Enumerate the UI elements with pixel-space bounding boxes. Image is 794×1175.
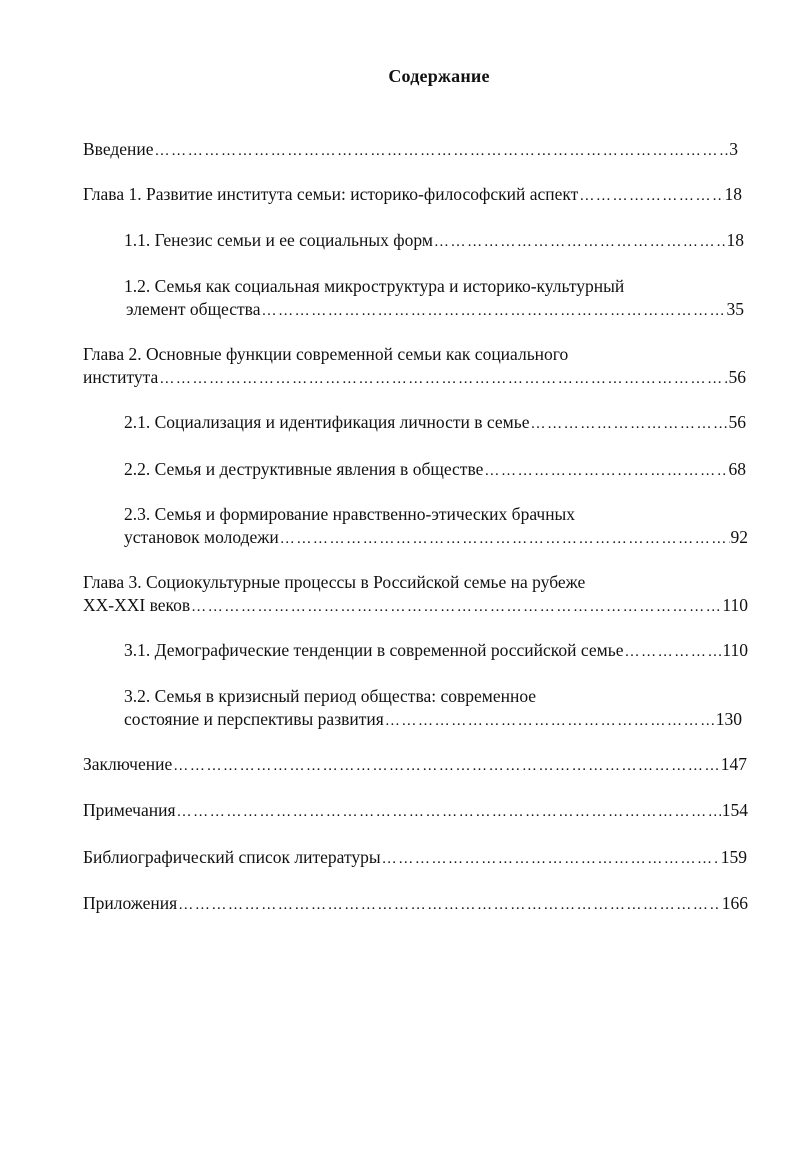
- toc-entry-label-line1: 2.3. Семья и формирование нравственно-этических брачных: [124, 504, 576, 524]
- toc-entry-notes[interactable]: [83, 799, 748, 824]
- toc-leader-dots: [178, 894, 721, 917]
- toc-entry-label: Библиографический список литературы: [83, 847, 381, 867]
- toc-leader-dots: [385, 710, 715, 733]
- toc-page-number: 92: [730, 527, 748, 547]
- toc-entry-label: элемент общества: [126, 299, 261, 319]
- toc-leader-dots: [159, 368, 727, 391]
- toc-entry-section-3-2[interactable]: [124, 685, 742, 733]
- toc-entry-label-line1: Глава 2. Основные функции современной семьи как социального: [83, 344, 569, 364]
- toc-page-number: 56: [728, 412, 746, 432]
- toc-leader-dots: [382, 848, 720, 871]
- toc-entry-label: Введение: [83, 139, 154, 159]
- toc-leader-dots: [155, 140, 729, 163]
- toc-entry-label: установок молодежи: [124, 527, 279, 547]
- toc-entry-label: Примечания: [83, 800, 176, 820]
- toc-leader-dots: [530, 413, 727, 436]
- toc-entry-appendices[interactable]: [83, 892, 748, 917]
- toc-page-number: 159: [720, 847, 747, 867]
- toc-leader-dots: [177, 801, 721, 824]
- toc-leader-dots: [173, 755, 720, 778]
- toc-page-number: 166: [721, 893, 748, 913]
- toc-page-number: 130: [715, 709, 742, 729]
- toc-entry-label: 2.1. Социализация и идентификация личности в семье: [124, 412, 530, 432]
- toc-page-number: 110: [722, 595, 748, 615]
- toc-entry-conclusion[interactable]: [83, 753, 747, 778]
- toc-entry-label: 1.1. Генезис семьи и ее социальных форм: [124, 230, 433, 250]
- toc-leader-dots: [434, 231, 726, 254]
- toc-entry-label: Заключение: [83, 754, 173, 774]
- toc-entry-section-1-2[interactable]: [124, 275, 744, 323]
- toc-page-number: 110: [722, 640, 748, 660]
- toc-entry-section-2-2[interactable]: [124, 458, 746, 483]
- toc-leader-dots: [579, 185, 723, 208]
- toc-page-number: 18: [726, 230, 744, 250]
- toc-leader-dots: [261, 300, 725, 323]
- toc-entry-label: Глава 1. Развитие института семьи: историко-философский аспект: [83, 184, 579, 204]
- toc-entry-section-1-1[interactable]: [124, 229, 744, 254]
- toc-entry-label: состояние и перспективы развития: [124, 709, 384, 729]
- toc-leader-dots: [624, 641, 721, 664]
- toc-entry-bibliography[interactable]: [83, 846, 747, 871]
- toc-page-number: 18: [724, 184, 742, 204]
- page-title: Содержание: [388, 66, 490, 86]
- toc-entry-label-line1: 3.2. Семья в кризисный период общества: современное: [124, 686, 537, 706]
- toc-entry-chapter-1[interactable]: [83, 183, 742, 208]
- toc-entry-label: 2.2. Семья и деструктивные явления в обществе: [124, 459, 484, 479]
- toc-entry-section-2-1[interactable]: [124, 411, 746, 436]
- toc-page-number: 68: [728, 459, 746, 479]
- toc-entry-label-line1: Глава 3. Социокультурные процессы в Российской семье на рубеже: [83, 572, 586, 592]
- toc-page-number: 35: [726, 299, 744, 319]
- toc-leader-dots: [280, 528, 730, 551]
- toc-page-number: 147: [720, 754, 747, 774]
- toc-leader-dots: [191, 596, 721, 619]
- toc-entry-section-3-1[interactable]: [124, 639, 748, 664]
- toc-page-number: 154: [721, 800, 748, 820]
- toc-entry-section-2-3[interactable]: [124, 503, 748, 551]
- toc-leader-dots: [484, 460, 727, 483]
- toc-entry-label: института: [83, 367, 159, 387]
- toc-entry-label: 3.1. Демографические тенденции в современной российской семье: [124, 640, 624, 660]
- toc-entry-chapter-3[interactable]: [83, 571, 748, 619]
- toc-entry-label: Приложения: [83, 893, 178, 913]
- toc-page-number: 3: [729, 139, 738, 159]
- toc-page-number: 56: [728, 367, 746, 387]
- toc-entry-label: XX-XXI веков: [83, 595, 191, 615]
- toc-entry-label-line1: 1.2. Семья как социальная микроструктура и историко-культурный: [124, 276, 625, 296]
- toc-entry-introduction[interactable]: [83, 138, 738, 163]
- toc-entry-chapter-2[interactable]: [83, 343, 746, 391]
